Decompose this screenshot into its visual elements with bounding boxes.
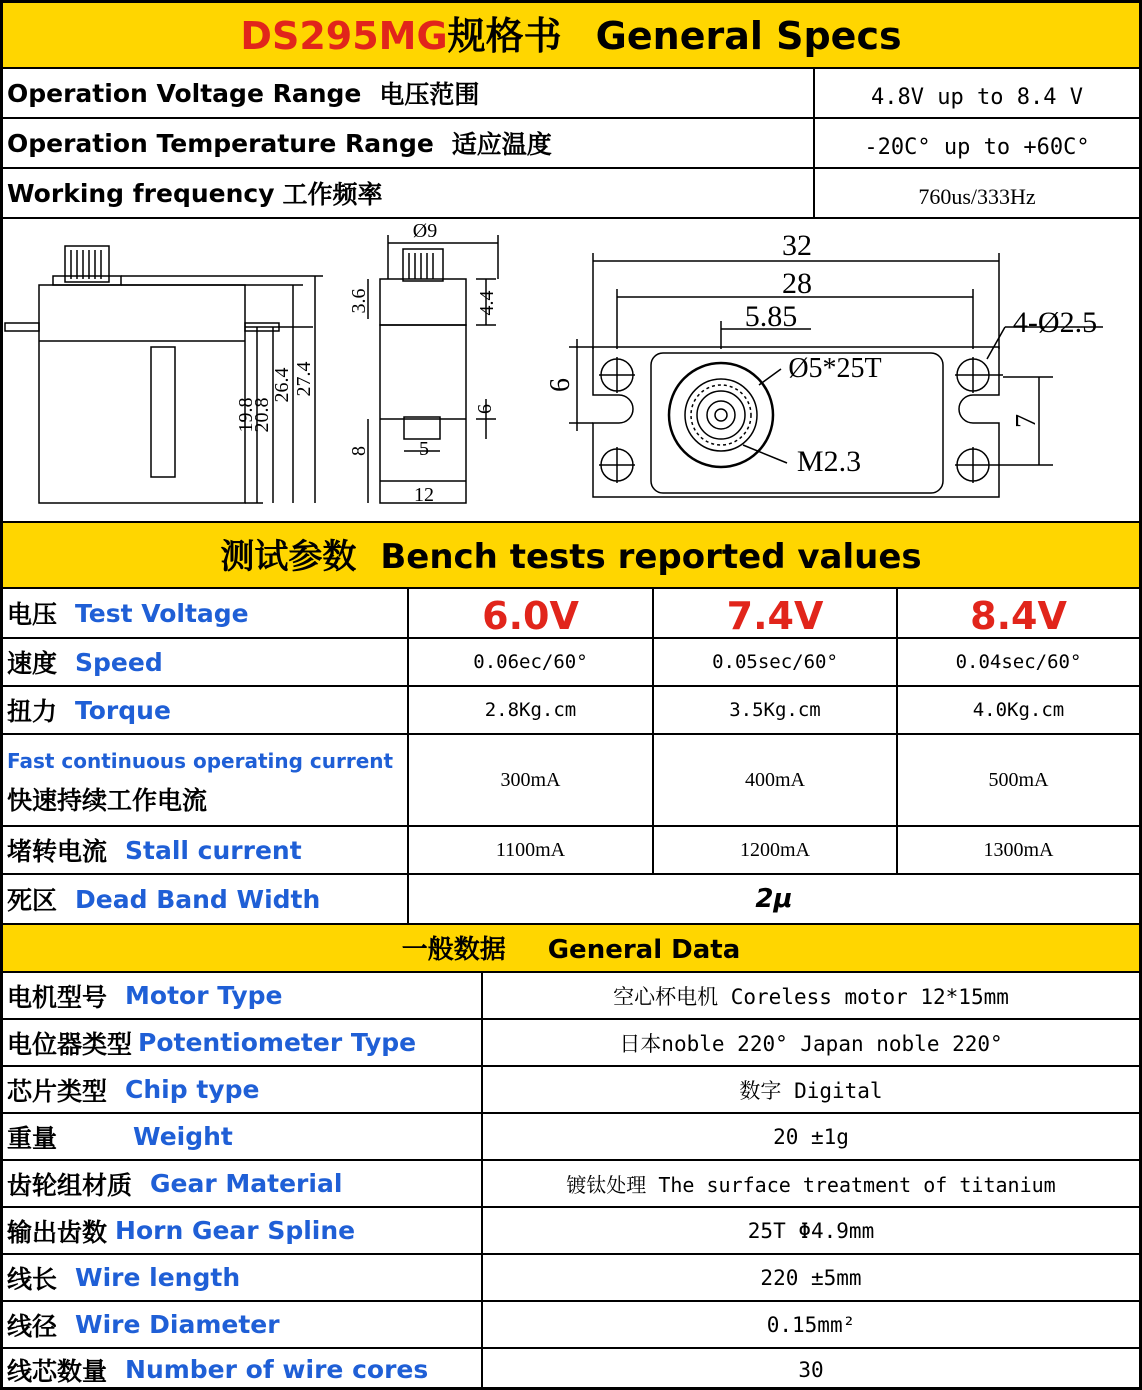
data-label: [3, 1208, 481, 1253]
data-label-cn: 线长: [7, 1264, 58, 1294]
spec-label-en: Working frequency: [7, 178, 275, 208]
dim-front-5: 12: [414, 484, 434, 506]
data-label-en: Horn Gear Spline: [115, 1216, 356, 1245]
bench-label-cn: 堵转电流: [7, 837, 108, 866]
bench-header-cn: 测试参数: [220, 537, 357, 577]
general-data-header-en: General Data: [547, 935, 741, 965]
spec-row-frequency: [3, 167, 1139, 217]
dim-top-2: 5.85: [744, 300, 798, 333]
data-label-cn: 线径: [7, 1311, 58, 1341]
data-row-horn-gear-spline: [3, 1206, 1139, 1253]
spec-value: -20C° up to +60C°: [813, 119, 1139, 167]
data-label-cn: 线芯数量: [7, 1356, 108, 1386]
bench-label-cn: 死区: [7, 886, 58, 915]
data-label-cn: 电位器类型: [7, 1029, 133, 1059]
bench-label-en: Fast continuous operating current: [7, 749, 394, 773]
data-row-chip-type: [3, 1065, 1139, 1112]
bench-label-cn: 电压: [7, 600, 58, 629]
dim-top-0: 32: [782, 229, 812, 262]
bench-value: 0.06ec/60°: [407, 639, 652, 685]
spec-value: 760us/333Hz: [813, 169, 1139, 217]
spec-label-cn: 电压范围: [379, 80, 480, 109]
spec-label-en: Operation Temperature Range: [7, 128, 434, 158]
spec-value: 4.8V up to 8.4 V: [813, 69, 1139, 117]
bench-row-speed: [3, 637, 1139, 685]
dim-side-3: 27.4: [293, 361, 315, 397]
bench-value: 400mA: [652, 735, 896, 825]
spec-label: [3, 169, 813, 217]
bench-row-torque: [3, 685, 1139, 733]
data-value: 30: [481, 1349, 1139, 1390]
spec-row-temperature: [3, 117, 1139, 167]
data-label: [3, 1114, 481, 1159]
bench-label: [3, 639, 407, 685]
bench-label: [3, 735, 407, 825]
data-label-cn: 齿轮组材质: [7, 1170, 133, 1200]
bench-row-continuous-current: [3, 733, 1139, 825]
bench-label: [3, 589, 407, 637]
bench-label-cn: 扭力: [7, 697, 58, 726]
bench-value: 8.4V: [896, 589, 1139, 637]
dim-front-3: 6: [474, 404, 496, 414]
bench-value: 0.05sec/60°: [652, 639, 896, 685]
data-row-wire-diameter: [3, 1300, 1139, 1347]
bench-label-en: Torque: [75, 695, 171, 725]
data-value: 0.15mm²: [481, 1302, 1139, 1347]
data-row-motor-type: [3, 971, 1139, 1018]
data-value: 日本noble 220° Japan noble 220°: [481, 1020, 1139, 1065]
title-band: [3, 3, 1139, 67]
spec-label-en: Operation Voltage Range: [7, 78, 362, 108]
bench-value: 500mA: [896, 735, 1139, 825]
dim-top-1: 28: [782, 267, 812, 300]
general-data-header-band: [3, 923, 1139, 971]
data-label-cn: 重量: [7, 1123, 58, 1153]
bench-label: [3, 875, 407, 923]
bench-row-voltage: [3, 587, 1139, 637]
bench-row-stall-current: [3, 825, 1139, 873]
bench-value: 1100mA: [407, 827, 652, 873]
model-name: DS295MG: [240, 14, 448, 58]
bench-label: [3, 827, 407, 873]
bench-value: 2.8Kg.cm: [407, 687, 652, 733]
data-row-gear-material: [3, 1159, 1139, 1206]
spec-label: [3, 69, 813, 117]
data-row-weight: [3, 1112, 1139, 1159]
dimension-drawing-svg: [3, 219, 1139, 521]
data-row-wire-length: [3, 1253, 1139, 1300]
bench-label-cn: 快速持续工作电流: [7, 786, 208, 815]
data-label-cn: 芯片类型: [7, 1076, 108, 1106]
spec-label-cn: 工作频率: [282, 180, 383, 209]
bench-label-en: Dead Band Width: [75, 884, 321, 914]
dim-front-2: 4.4: [476, 290, 498, 316]
data-label-en: Wire Diameter: [75, 1310, 280, 1339]
bench-value: 3.5Kg.cm: [652, 687, 896, 733]
bench-value: 1300mA: [896, 827, 1139, 873]
dim-top-4: Ø5*25T: [788, 353, 882, 384]
data-label-cn: 输出齿数: [7, 1217, 108, 1247]
dim-side-2: 26.4: [271, 367, 293, 403]
general-data-header-cn: 一般数据: [401, 935, 506, 965]
data-value: 20 ±1g: [481, 1114, 1139, 1159]
data-label-en: Motor Type: [125, 981, 283, 1010]
spec-label: [3, 119, 813, 167]
bench-label-en: Speed: [75, 647, 163, 677]
data-label: [3, 1255, 481, 1300]
dim-top-5: 6: [545, 378, 576, 392]
dim-side-0: 19.8: [235, 397, 257, 433]
bench-label-en: Stall current: [125, 835, 302, 865]
bench-value: 4.0Kg.cm: [896, 687, 1139, 733]
data-label: [3, 1161, 481, 1206]
dim-side-4: 8: [348, 446, 370, 456]
bench-value: 7.4V: [652, 589, 896, 637]
dim-top-3: 4-Ø2.5: [1012, 306, 1098, 339]
dim-side-1: 20.8: [251, 397, 273, 433]
dim-front-4: 5: [419, 438, 429, 460]
data-label: [3, 1020, 481, 1065]
bench-row-dead-band: [3, 873, 1139, 923]
bench-header-en: Bench tests reported values: [380, 537, 922, 577]
dim-top-6: 7: [1011, 414, 1042, 428]
spec-row-voltage: [3, 67, 1139, 117]
data-label: [3, 1302, 481, 1347]
bench-header-band: [3, 521, 1139, 587]
data-label-en: Chip type: [125, 1075, 260, 1104]
dim-top-7: M2.3: [796, 445, 862, 478]
bench-label-en: Test Voltage: [75, 598, 249, 628]
dimension-drawing: [3, 217, 1139, 521]
spec-label-cn: 适应温度: [451, 130, 552, 159]
bench-label-cn: 速度: [7, 649, 58, 678]
data-label-en: Number of wire cores: [125, 1355, 429, 1384]
dim-front-1: 3.6: [348, 288, 370, 314]
data-label-en: Weight: [133, 1122, 233, 1151]
bench-value: 6.0V: [407, 589, 652, 637]
data-label: [3, 973, 481, 1018]
bench-value: 2μ: [407, 875, 1139, 923]
bench-value: 0.04sec/60°: [896, 639, 1139, 685]
data-label: [3, 1349, 481, 1390]
data-row-potentiometer: [3, 1018, 1139, 1065]
data-value: 220 ±5mm: [481, 1255, 1139, 1300]
data-label-en: Gear Material: [150, 1169, 343, 1198]
data-label: [3, 1067, 481, 1112]
data-value: 25T Φ4.9mm: [481, 1208, 1139, 1253]
bench-label: [3, 687, 407, 733]
data-value: 镀钛处理 The surface treatment of titanium: [481, 1161, 1139, 1206]
data-row-wire-cores: [3, 1347, 1139, 1390]
bench-value: 1200mA: [652, 827, 896, 873]
title-cn: 规格书: [447, 14, 562, 58]
data-label-en: Wire length: [75, 1263, 241, 1292]
data-label-en: Potentiometer Type: [138, 1028, 417, 1057]
data-value: 数字 Digital: [481, 1067, 1139, 1112]
bench-value: 300mA: [407, 735, 652, 825]
data-label-cn: 电机型号: [7, 982, 108, 1012]
dim-front-0: Ø9: [412, 220, 438, 242]
data-value: 空心杯电机 Coreless motor 12*15mm: [481, 973, 1139, 1018]
title-en: General Specs: [595, 14, 902, 58]
